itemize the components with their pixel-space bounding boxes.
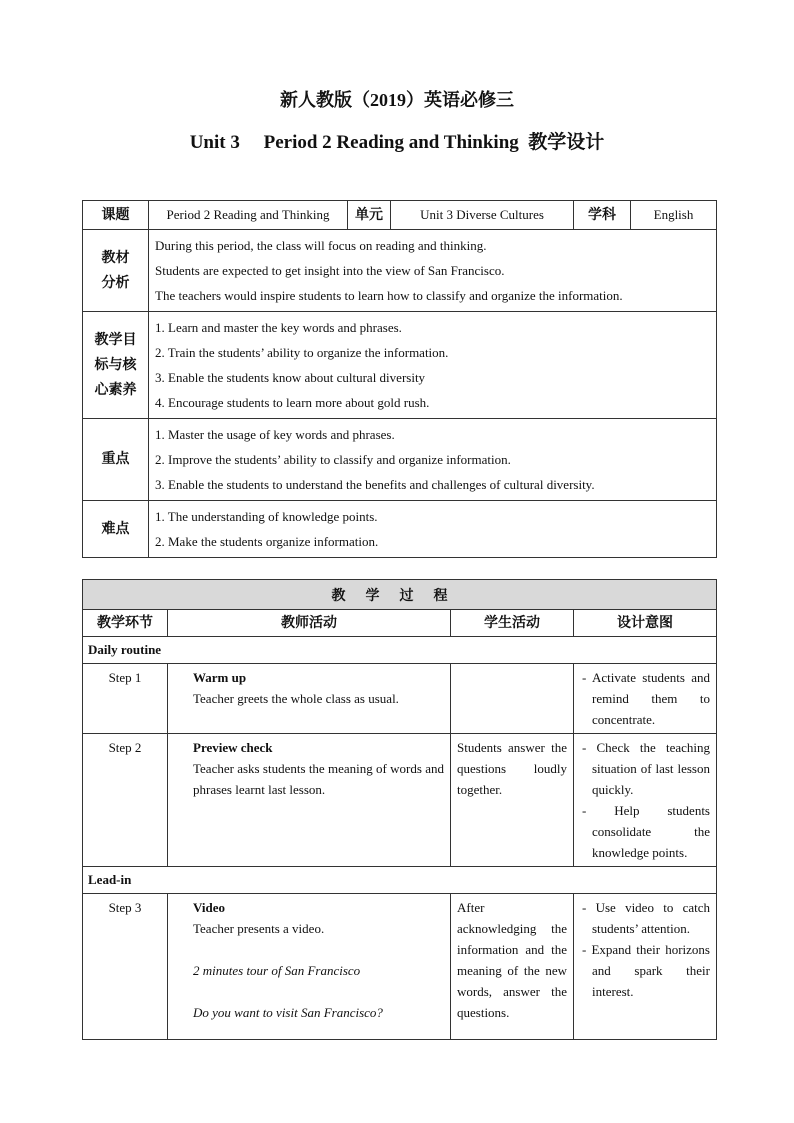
key-point-line: 3. Enable the students to understand the benefits and challenges of cultural diversity. (155, 477, 595, 492)
key-points-content (149, 419, 717, 501)
objective-line: 1. Learn and master the key words and phrases. (155, 320, 402, 335)
objectives-label-line: 标与核 (94, 357, 137, 373)
video-title: 2 minutes tour of San Francisco (193, 963, 361, 978)
unit-label: 单元 (348, 201, 391, 230)
section-lead-in: Lead-in (83, 867, 717, 894)
student-activity: After acknowledging the information and the meaning of the new words, answer the questions. (451, 894, 574, 1040)
analysis-line: During this period, the class will focus on reading and thinking. (155, 238, 487, 253)
analysis-line: Students are expected to get insight into the view of San Francisco. (155, 263, 505, 278)
analysis-label-line: 分析 (101, 275, 130, 291)
intent-item: - Help students consolidate the knowledge points. (582, 803, 710, 860)
subject-value: English (631, 201, 717, 230)
difficulties-content (149, 501, 717, 558)
design-intent (574, 894, 717, 1040)
step-row (83, 664, 717, 734)
activity-title: Video (193, 900, 226, 915)
process-header-row (83, 580, 717, 610)
section-row-leadin (83, 867, 717, 894)
topic-value: Period 2 Reading and Thinking (149, 201, 348, 230)
section-daily-routine: Daily routine (83, 637, 717, 664)
difficulties-label: 难点 (83, 501, 149, 558)
col-student: 学生活动 (451, 610, 574, 637)
col-teacher: 教师活动 (168, 610, 451, 637)
analysis-row (83, 230, 717, 312)
intent-item: - Check the teaching situation of last lesson quickly. (582, 740, 710, 797)
activity-title: Preview check (193, 740, 273, 755)
activity-desc: Teacher presents a video. (193, 921, 325, 936)
activity-desc: Teacher greets the whole class as usual. (193, 691, 399, 706)
objective-line: 4. Encourage students to learn more about gold rush. (155, 395, 430, 410)
teaching-process-table (82, 579, 717, 1040)
objectives-label-line: 教学目 (94, 332, 137, 348)
intent-item: - Activate students and remind them to concentrate. (582, 670, 710, 727)
lesson-info-table (82, 200, 717, 558)
intent-item: - Expand their horizons and spark their interest. (582, 942, 710, 999)
intent-item: - Use video to catch students’ attention. (582, 900, 710, 936)
design-intent (574, 734, 717, 867)
analysis-line: The teachers would inspire students to learn how to classify and organize the information. (155, 288, 623, 303)
difficulty-line: 2. Make the students organize information. (155, 534, 379, 549)
question: Do you want to visit San Francisco? (193, 1005, 383, 1020)
step-label: Step 2 (83, 734, 168, 867)
key-point-line: 1. Master the usage of key words and phrases. (155, 427, 395, 442)
objectives-label (83, 312, 149, 419)
key-point-line: 2. Improve the students’ ability to classify and organize information. (155, 452, 511, 467)
objective-line: 3. Enable the students know about cultural diversity (155, 370, 426, 385)
objective-line: 2. Train the students’ ability to organize the information. (155, 345, 449, 360)
analysis-label-line: 教材 (101, 250, 130, 266)
analysis-label (83, 230, 149, 312)
objectives-row (83, 312, 717, 419)
teacher-activity (168, 894, 451, 1040)
difficulty-line: 1. The understanding of knowledge points. (155, 509, 378, 524)
document-subtitle: Unit 3 Period 2 Reading and Thinking 教学设计 (189, 132, 605, 153)
objectives-label-line: 心素养 (94, 382, 137, 398)
unit-value: Unit 3 Diverse Cultures (391, 201, 574, 230)
difficulties-row (83, 501, 717, 558)
activity-title: Warm up (193, 670, 247, 685)
step-label: Step 1 (83, 664, 168, 734)
column-header-row (83, 610, 717, 637)
document-title: 新人教版（2019）英语必修三 (280, 90, 514, 110)
student-activity: Students answer the questions loudly together. (451, 734, 574, 867)
teacher-activity (168, 664, 451, 734)
subject-label: 学科 (574, 201, 631, 230)
objectives-content (149, 312, 717, 419)
info-row (83, 201, 717, 230)
student-activity (451, 664, 574, 734)
key-points-label: 重点 (83, 419, 149, 501)
section-row-daily (83, 637, 717, 664)
process-header: 教学过程 (83, 580, 717, 610)
step-row (83, 894, 717, 1040)
col-intent: 设计意图 (574, 610, 717, 637)
col-stage: 教学环节 (83, 610, 168, 637)
design-intent (574, 664, 717, 734)
step-row (83, 734, 717, 867)
activity-desc: Teacher asks students the meaning of words and phrases learnt last lesson. (193, 761, 444, 797)
step-label: Step 3 (83, 894, 168, 1040)
topic-label: 课题 (83, 201, 149, 230)
teacher-activity (168, 734, 451, 867)
analysis-content (149, 230, 717, 312)
key-points-row (83, 419, 717, 501)
